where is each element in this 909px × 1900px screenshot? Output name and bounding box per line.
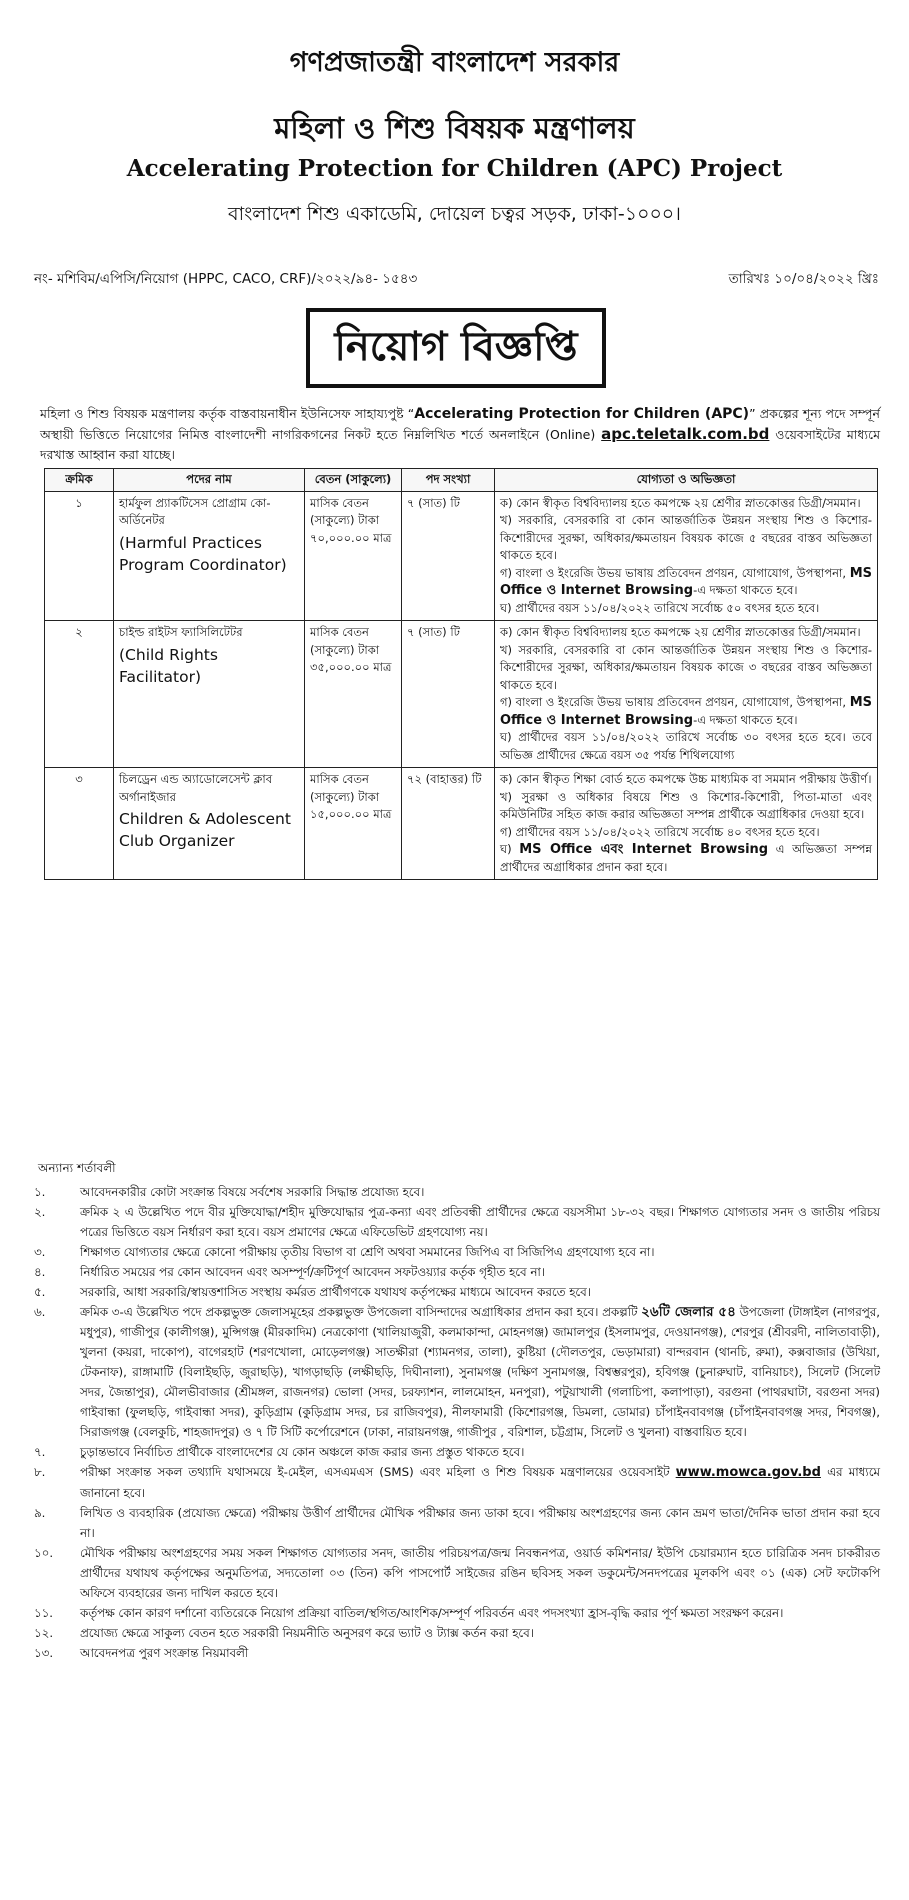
project-title: Accelerating Protection for Children (APC) Project bbox=[126, 155, 783, 182]
memo-number: নং- মশিবিম/এপিসি/নিয়োগ (HPPC, CACO, CRF)/২০২২/৯৪- ১৫৪৩ bbox=[34, 271, 418, 287]
row-post-count: ৭ (সাত) টি bbox=[402, 491, 495, 621]
list-item bbox=[34, 1182, 880, 1202]
term-number: ৫. bbox=[34, 1285, 46, 1299]
list-item bbox=[34, 1603, 880, 1623]
term-number: ১০. bbox=[34, 1546, 54, 1560]
header-post-name: পদের নাম bbox=[114, 469, 305, 492]
post-name-bn: চাইল্ড রাইটস ফ্যাসিলিটেটর bbox=[119, 625, 243, 639]
row-post-count: ৭ (সাত) টি bbox=[402, 621, 495, 768]
list-item bbox=[34, 1623, 880, 1643]
qualification-text: -এ দক্ষতা থাকতে হবে। bbox=[693, 583, 798, 597]
term-text: আবেদনকারীর কোটা সংক্রান্ত বিষয়ে সর্বশেষ সরকারি সিদ্ধান্ত প্রযোজ্য হবে। bbox=[80, 1185, 425, 1199]
row-qualification bbox=[495, 491, 878, 621]
term-number: ৬. bbox=[34, 1305, 46, 1319]
ministry-title: মহিলা ও শিশু বিষয়ক মন্ত্রণালয় bbox=[274, 111, 635, 145]
qualification-item: খ) সরকারি, বেসরকারি বা কোন আন্তর্জাতিক উন্নয়ন সংস্থায় শিশু ও কিশোর-কিশোরীদের সুরক্ষা, অধিকার/ক্ষমতায়ন বিষয়ক কাজে ৫ বছরের বাস্তব অভিজ্ঞতা থাকতে হবে। bbox=[500, 513, 872, 562]
term-text: নির্ধারিত সময়ের পর কোন আবেদন এবং অসম্পূর্ণ/ক্রটিপূর্ণ আবেদন সফটওয়্যার কর্তৃক গৃহীত হবে না। bbox=[80, 1265, 546, 1279]
post-name-bn: হার্মফুল প্র্যাকটিসেস প্রোগ্রাম কো-অর্ডিনেটর bbox=[119, 495, 271, 527]
post-name-en: (Child Rights Facilitator) bbox=[119, 645, 218, 686]
intro-paragraph bbox=[40, 404, 880, 465]
term-text: সরকারি, আধা সরকারি/স্বায়ত্তশাসিত সংস্থায় কর্মরত প্রার্থীগণকে যথাযথ কর্তৃপক্ষের মাধ্যমে আবেদন করতে হবে। bbox=[80, 1285, 591, 1299]
term-text: শিক্ষাগত যোগ্যতার ক্ষেত্রে কোনো পরীক্ষায় তৃতীয় বিভাগ বা শ্রেণি অথবা সমমানের জিপিএ বা সিজিপিএ গ্রহণযোগ্য হবে না। bbox=[80, 1245, 655, 1259]
list-item bbox=[34, 1262, 880, 1282]
qualification-item: খ) সরকারি, বেসরকারি বা কোন আন্তর্জাতিক উন্নয়ন সংস্থায় শিশু ও কিশোর-কিশোরীদের সুরক্ষা, অধিকার/ক্ষমতায়ন বিষয়ক কাজে ৩ বছরের বাস্তব অভিজ্ঞতা থাকতে হবে। bbox=[500, 642, 872, 692]
row-post-name bbox=[114, 621, 305, 768]
header-salary: বেতন (সাকুল্যে) bbox=[305, 469, 402, 492]
row-serial: ৩ bbox=[45, 768, 114, 880]
row-qualification bbox=[495, 768, 878, 880]
header-serial: ক্রমিক bbox=[45, 469, 114, 492]
qualification-item bbox=[500, 694, 872, 729]
apply-website-link[interactable]: apc.teletalk.com.bd bbox=[601, 425, 770, 443]
table-row bbox=[45, 491, 878, 621]
term-number: ৯. bbox=[34, 1506, 46, 1520]
header-post-count: পদ সংখ্যা bbox=[402, 469, 495, 492]
row-salary: মাসিক বেতন (সাকুল্যে) টাকা ১৫,০০০.০০ মাত্র bbox=[305, 768, 402, 880]
term-number: ১২. bbox=[34, 1626, 54, 1640]
terms-list bbox=[34, 1182, 880, 1663]
intro-part1: মহিলা ও শিশু বিষয়ক মন্ত্রণালয় কর্তৃক বাস্তবায়নাধীন ইউনিসেফ সাহায্যপুষ্ট “ bbox=[40, 406, 415, 421]
row-post-name bbox=[114, 768, 305, 880]
header-qualification: যোগ্যতা ও অভিজ্ঞতা bbox=[495, 469, 878, 492]
qualification-text: -এ দক্ষতা থাকতে হবে। bbox=[693, 712, 798, 727]
row-serial: ১ bbox=[45, 491, 114, 621]
row-salary: মাসিক বেতন (সাকুল্যে) টাকা ৭০,০০০.০০ মাত্র bbox=[305, 491, 402, 621]
term-number: ১৩. bbox=[34, 1646, 54, 1660]
table-header-row bbox=[45, 469, 878, 492]
other-terms-title: অন্যান্য শর্তাবলী bbox=[38, 1161, 116, 1175]
qualification-text: ঘ) bbox=[500, 842, 520, 856]
positions-table bbox=[44, 468, 878, 880]
govt-title: গণপ্রজাতন্ত্রী বাংলাদেশ সরকার bbox=[289, 47, 620, 78]
row-salary: মাসিক বেতন (সাকুল্যে) টাকা ৩৫,০০০.০০ মাত্র bbox=[305, 621, 402, 768]
qualification-skills: MS Office ও Internet Browsing bbox=[500, 565, 872, 598]
term-text: আবেদনপত্র পুরণ সংক্রান্ত নিয়মাবলী bbox=[80, 1646, 249, 1660]
ministry-website-link[interactable]: www.mowca.gov.bd bbox=[675, 1465, 821, 1480]
term-highlight: ২৬টি জেলার ৫৪ bbox=[641, 1304, 736, 1320]
term-text: পরীক্ষা সংক্রান্ত সকল তথ্যাদি যথাসময়ে ই-মেইল, এসএমএস (SMS) এবং মহিলা ও শিশু বিষয়ক মন্ত্রণালয়ের ওয়েবসাইট bbox=[80, 1465, 676, 1479]
term-number: ৩. bbox=[34, 1245, 46, 1259]
list-item bbox=[34, 1643, 880, 1663]
intro-project-name: Accelerating Protection for Children (APC) bbox=[414, 406, 750, 422]
term-number: ১১. bbox=[34, 1606, 54, 1620]
term-number: ২. bbox=[34, 1205, 46, 1219]
term-text: এর মাধ্যমে জানানো হবে। bbox=[80, 1465, 880, 1500]
term-text: প্রযোজ্য ক্ষেত্রে সাকুল্য বেতন হতে সরকারী নিয়মনীতি অনুসরণ করে ভ্যাট ও ট্যাক্স কর্তন করা হবে। bbox=[80, 1626, 534, 1640]
qualification-item bbox=[500, 841, 872, 876]
post-name-en: (Harmful Practices Program Coordinator) bbox=[119, 533, 287, 574]
term-text: ক্রমিক ২ এ উল্লেখিত পদে বীর মুক্তিযোদ্ধা/শহীদ মুক্তিযোদ্ধার পুত্র-কন্যা এবং প্রতিবন্ধী প্রার্থীদের ক্ষেত্রে বয়সসীমা ১৮-৩২ বছর। শিক্ষাগত যোগ্যতার সনদ ও জাতীয় পরিচয় পত্রের ভিত্তিতে বয়স নির্ধারণ করা হবে। বয়স প্রমাণের ক্ষেত্রে এফিডেভিট গ্রহণযোগ্য নয়। bbox=[80, 1205, 880, 1239]
qualification-skills: MS Office ও Internet Browsing bbox=[500, 695, 872, 728]
row-serial: ২ bbox=[45, 621, 114, 768]
qualification-item: ঘ) প্রার্থীদের বয়স ১১/০৪/২০২২ তারিখে সর্বোচ্চ ৫০ বৎসর হতে হবে। bbox=[500, 600, 820, 615]
list-item bbox=[34, 1282, 880, 1302]
row-post-name bbox=[114, 491, 305, 621]
intro-part2: ” প্রকল্পের শূন্য পদে সম্পূর্ন অস্থায়ী ভিত্তিতে নিয়োগের নিমিত্ত বাংলাদেশী নাগরিকগনের নিকট হতে নিম্নলিখিত শর্তে অনলাইনে (Online) bbox=[40, 406, 881, 442]
qualification-text: গ) বাংলা ও ইংরেজি উভয় ভাষায় প্রতিবেদন প্রণয়ন, যোগাযোগ, উপস্থাপনা, bbox=[500, 695, 850, 709]
term-number: ৭. bbox=[34, 1445, 46, 1459]
term-number: ৮. bbox=[34, 1465, 46, 1479]
qualification-text: এ অভিজ্ঞতা সম্পন্ন প্রার্থীদের অগ্রাধিকার প্রদান করা হবে। bbox=[500, 842, 872, 874]
qualification-skills: MS Office এবং Internet Browsing bbox=[519, 842, 769, 857]
address: বাংলাদেশ শিশু একাডেমি, দোয়েল চত্বর সড়ক, ঢাকা-১০০০। bbox=[228, 203, 681, 225]
row-qualification bbox=[495, 621, 878, 768]
list-item bbox=[34, 1242, 880, 1262]
post-name-bn: চিলড্রেন এন্ড অ্যাডোলেসেন্ট ক্লাব অর্গানাইজার bbox=[119, 772, 273, 804]
list-item bbox=[34, 1202, 880, 1242]
intro-part3: ওয়েবসাইটের মাধ্যমে দরখাস্ত আহ্বান করা যাচ্ছে। bbox=[40, 427, 881, 462]
memo-date: তারিখঃ ১০/০৪/২০২২ খ্রিঃ bbox=[728, 271, 879, 287]
term-number: ৪. bbox=[34, 1265, 46, 1279]
term-text: মৌখিক পরীক্ষায় অংশগ্রহণের সময় সকল শিক্ষাগত যোগ্যতার সনদ, জাতীয় পরিচয়পত্র/জন্ম নিবন্ধনপত্র, ওয়ার্ড কমিশনার/ ইউপি চেয়ারম্যান হতে চারিত্রিক সনদ চাকরীরত প্রার্থীদের যথাযথ কর্তৃপক্ষের অনুমতিপত্র, সদ্যতোলা ০৩ (তিন) কপি পাসপোর্ট সাইজের রঙিন ছবিসহ সকল ডকুমেন্ট/সনদপত্রের মূলকপি এবং ০১ (এক) সেট ফটোকপি অফিসে ব্যবহারের জন্য দাখিল করতে হবে। bbox=[80, 1546, 880, 1600]
notice-title: নিয়োগ বিজ্ঞপ্তি bbox=[306, 308, 606, 388]
term-number: ১. bbox=[34, 1185, 46, 1199]
post-name-en: Children & Adolescent Club Organizer bbox=[119, 810, 291, 850]
qualification-item: গ) প্রার্থীদের বয়স ১১/০৪/২০২২ তারিখে সর্বোচ্চ ৪০ বৎসর হতে হবে। bbox=[500, 824, 820, 839]
term-text: চুড়ান্তভাবে নির্বাচিত প্রার্থীকে বাংলাদেশের যে কোন অঞ্চলে কাজ করার জন্য প্রস্তুত থাকতে হবে। bbox=[80, 1445, 525, 1459]
qualification-item: খ) সুরক্ষা ও অধিকার বিষয়ে শিশু ও কিশোর-কিশোরী, পিতা-মাতা এবং কমিউনিটির সহিত কাজ করার অভিজ্ঞতা সম্পন্ন প্রার্থীকে অগ্রাধিকার দেওয়া হবে। bbox=[500, 789, 872, 821]
qualification-item: ক) কোন স্বীকৃত বিশ্ববিদ্যালয় হতে কমপক্ষে ২য় শ্রেণীর স্নাতকোত্তর ডিগ্রী/সমমান। bbox=[500, 625, 861, 639]
table-row bbox=[45, 621, 878, 768]
qualification-item bbox=[500, 565, 872, 600]
table-row bbox=[45, 768, 878, 880]
qualification-item: ক) কোন স্বীকৃত শিক্ষা বোর্ড হতে কমপক্ষে উচ্চ মাধ্যমিক বা সমমান পরীক্ষায় উত্তীর্ণ। bbox=[500, 772, 872, 786]
list-item bbox=[34, 1503, 880, 1543]
term-text: ক্রমিক ৩-এ উল্লেখিত পদে প্রকল্পভুক্ত জেলাসমূহের প্রকল্পভুক্ত উপজেলা বাসিন্দাদের অগ্রাধিকার প্রদান করা হবে। প্রকল্পটি bbox=[80, 1305, 642, 1319]
list-item bbox=[34, 1302, 880, 1442]
list-item bbox=[34, 1462, 880, 1503]
qualification-item: ক) কোন স্বীকৃত বিশ্ববিদ্যালয় হতে কমপক্ষে ২য় শ্রেণীর স্নাতকোত্তর ডিগ্রী/সমমান। bbox=[500, 495, 861, 510]
term-text: উপজেলা (টাঙ্গাইল (নাগরপুর, মধুপুর), গাজীপুর (কালীগঞ্জ), মুন্সিগঞ্জ (মীরকাদিম) নেত্রকোণা (খালিয়াজুরী, কলমাকান্দা, মোহনগঞ্জ) জামালপুর (ইসলামপুর, দেওয়ানগঞ্জ), শেরপুর (শ্রীবরদী, নালিতাবাড়ী), খুলনা (কয়রা, দাকোপ), বাগেরহাট (শরণখোলা, মোড়েলগঞ্জ) সাতক্ষীরা (শ্যামনগর, তালা), কুষ্টিয়া (দৌলতপুর, ভেড়ামারা) বান্দরবান (থানচি, রুমা), কক্সবাজার (উখিয়া, টেকনাফ), রাঙ্গামাটি (বিলাইছড়ি, জুরাছড়ি), খাগড়াছড়ি (লক্ষীছড়ি, দিঘীনালা), সুনামগঞ্জ (দক্ষিণ সুনামগঞ্জ, বিশ্বম্ভরপুর), হবিগঞ্জ (চুনারুঘাট, বানিয়াচং), সিলেট (সিলেট সদর, জৈন্তাপুর), মৌলভীবাজার (শ্রীমঙ্গল, রাজনগর) ভোলা (সদর, চরফ্যাশন, লালমোহন, মনপুরা), পটুয়াখালী (গলাচিপা, কলাপাড়া), বরগুনা (পাথরঘাটা, বরগুনা সদর) গাইবান্ধা (ফুলছড়ি, গাইবান্ধা সদর), কুড়িগ্রাম (কুড়িগ্রাম সদর, চর রাজিবপুর), নীলফামারী (কিশোরগঞ্জ, ডিমলা, ডোমার) চাঁপাইনবাবগঞ্জ (চাঁপাইনবাবগঞ্জ সদর, শিবগঞ্জ), সিরাজগঞ্জ (বেলকুচি, শাহজাদপুর) ও ৭ টি সিটি কর্পোরেশনে (ঢাকা, নারায়নগঞ্জ, গাজীপুর , বরিশাল, চট্টগ্রাম, সিলেট ও খুলনা) বাস্তবায়িত হবে। bbox=[80, 1305, 880, 1439]
row-post-count: ৭২ (বাহাত্তর) টি bbox=[402, 768, 495, 880]
qualification-text: গ) বাংলা ও ইংরেজি উভয় ভাষায় প্রতিবেদন প্রণয়ন, যোগাযোগ, উপস্থাপনা, bbox=[500, 565, 850, 580]
list-item bbox=[34, 1543, 880, 1603]
term-text: কর্তৃপক্ষ কোন কারণ দর্শানো ব্যতিরেকে নিয়োগ প্রক্রিয়া বাতিল/স্থগিত/আংশিক/সম্পূর্ণ পরিবর্তন এবং পদসংখ্যা হ্রাস-বৃদ্ধি করার পূর্ণ ক্ষমতা সংরক্ষণ করেন। bbox=[80, 1606, 784, 1620]
term-text: লিখিত ও ব্যবহারিক (প্রযোজ্য ক্ষেত্রে) পরীক্ষায় উত্তীর্ণ প্রার্থীদের মৌখিক পরীক্ষার জন্য ডাকা হবে। পরীক্ষায় অংশগ্রহণের জন্য কোন ভ্রমণ ভাতা/দৈনিক ভাতা প্রদান করা হবে না। bbox=[80, 1506, 880, 1540]
list-item bbox=[34, 1442, 880, 1462]
qualification-item: ঘ) প্রার্থীদের বয়স ১১/০৪/২০২২ তারিখে সর্বোচ্চ ৩০ বৎসর হতে হবে। তবে অভিজ্ঞ প্রার্থীদের ক্ষেত্রে বয়স ৩৫ পর্যন্ত শিথিলযোগ্য bbox=[500, 730, 872, 762]
